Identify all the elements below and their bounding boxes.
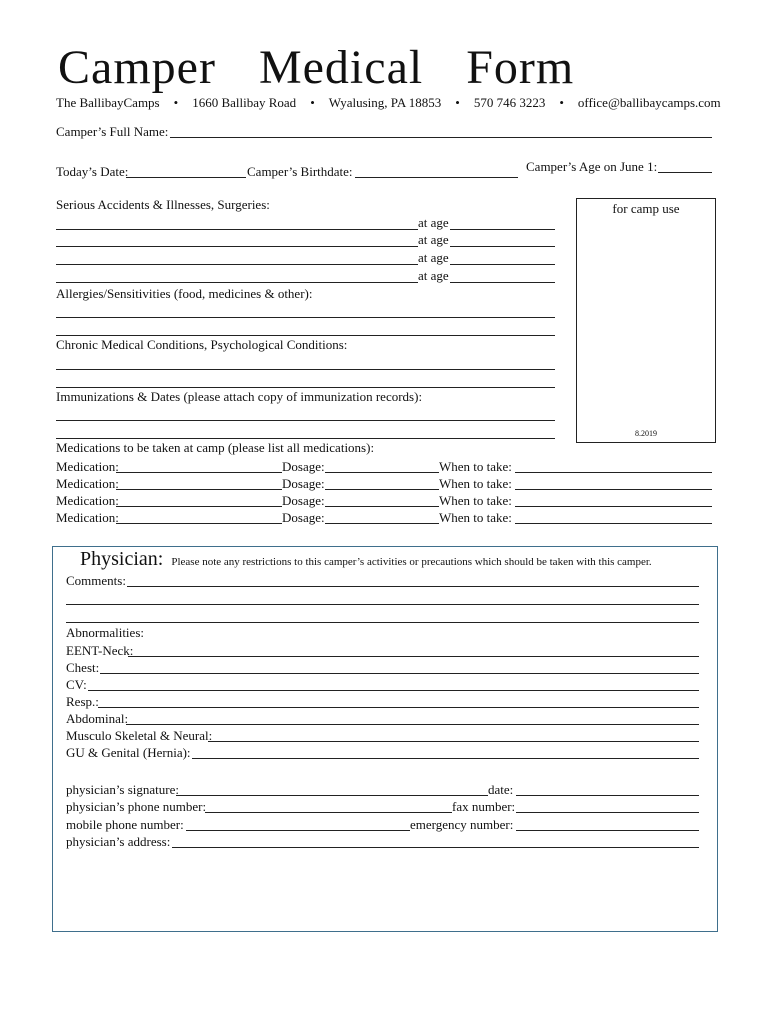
dosage-field[interactable] <box>325 489 439 490</box>
physician-title: Physician: <box>80 548 164 570</box>
colon: : <box>370 440 375 455</box>
serious-accidents-label: Serious Accidents & Illnesses, Surgeries: <box>56 197 270 212</box>
accident-age-field[interactable] <box>450 246 555 247</box>
eent-field[interactable] <box>128 656 699 657</box>
when-field[interactable] <box>515 523 712 524</box>
dosage-field[interactable] <box>325 506 439 507</box>
camp-contact-line <box>56 95 721 111</box>
accident-field[interactable] <box>56 246 418 247</box>
allergies-heading <box>56 286 312 302</box>
accident-age-field[interactable] <box>450 229 555 230</box>
physician-phone-label: physician’s phone number: <box>66 799 207 814</box>
dosage-label: Dosage: <box>282 493 325 508</box>
when-label: When to take: <box>439 476 512 491</box>
page-title: Camper Medical Form <box>58 41 575 94</box>
immunizations-label: Immunizations & Dates <box>56 389 181 404</box>
birthdate-label: Camper’s Birthdate: <box>247 164 353 179</box>
dosage-label: Dosage: <box>282 510 325 525</box>
at-age-label: at age <box>418 268 449 283</box>
immunizations-note: (please attach copy of immunization records) <box>183 389 419 404</box>
immunizations-field[interactable] <box>56 438 555 439</box>
cv-label: CV: <box>66 677 87 692</box>
at-age-label: at age <box>418 215 449 230</box>
immunizations-heading <box>56 389 422 405</box>
chronic-label: Chronic Medical Conditions, Psychological Conditions: <box>56 337 348 352</box>
todays-date-label: Today’s Date: <box>56 164 129 179</box>
allergies-field[interactable] <box>56 335 555 336</box>
musculo-field[interactable] <box>208 741 699 742</box>
accident-age-field[interactable] <box>450 282 555 283</box>
camp-use-box <box>576 198 716 443</box>
eent-label: EENT-Neck: <box>66 643 134 658</box>
bullet: • <box>559 95 564 110</box>
abdominal-label: Abdominal: <box>66 711 129 726</box>
physician-note: Please note any restrictions to this camper’s activities or precautions which should be taken with this camper. <box>171 556 652 568</box>
age-label: Camper’s Age on June 1: <box>526 159 658 174</box>
full-name-label: Camper’s Full Name: <box>56 124 169 139</box>
address-label: physician’s address: <box>66 834 171 849</box>
gu-label: GU & Genital (Hernia): <box>66 745 191 760</box>
resp-label: Resp.: <box>66 694 99 709</box>
abdominal-field[interactable] <box>126 724 699 725</box>
comments-label: Comments: <box>66 573 126 588</box>
fax-field[interactable] <box>516 812 699 813</box>
at-age-label: at age <box>418 250 449 265</box>
signature-field[interactable] <box>176 795 488 796</box>
allergies-field[interactable] <box>56 317 555 318</box>
org-name: The BallibayCamps <box>56 95 160 110</box>
allergies-note: (food, medicines & other) <box>173 286 309 301</box>
dosage-field[interactable] <box>325 472 439 473</box>
when-field[interactable] <box>515 506 712 507</box>
chest-label: Chest: <box>66 660 100 675</box>
comments-field[interactable] <box>127 586 699 587</box>
when-label: When to take: <box>439 459 512 474</box>
medications-label: Medications to be taken at camp <box>56 440 225 455</box>
date-label: date: <box>488 782 514 797</box>
comments-field[interactable] <box>66 604 699 605</box>
cv-field[interactable] <box>88 690 699 691</box>
when-field[interactable] <box>515 489 712 490</box>
accident-field[interactable] <box>56 264 418 265</box>
immunizations-field[interactable] <box>56 420 555 421</box>
bullet: • <box>455 95 460 110</box>
chronic-field[interactable] <box>56 387 555 388</box>
age-field[interactable] <box>658 172 712 173</box>
accident-field[interactable] <box>56 229 418 230</box>
bullet: • <box>310 95 315 110</box>
medication-label: Medication: <box>56 476 119 491</box>
at-age-label: at age <box>418 232 449 247</box>
physician-header <box>80 548 652 571</box>
chest-field[interactable] <box>100 673 699 674</box>
when-field[interactable] <box>515 472 712 473</box>
gu-field[interactable] <box>192 758 699 759</box>
address-field[interactable] <box>172 847 699 848</box>
dosage-field[interactable] <box>325 523 439 524</box>
fax-label: fax number: <box>452 799 516 814</box>
emergency-label: emergency number: <box>410 817 514 832</box>
medication-field[interactable] <box>116 506 282 507</box>
emergency-field[interactable] <box>516 830 699 831</box>
medication-label: Medication: <box>56 493 119 508</box>
chronic-field[interactable] <box>56 369 555 370</box>
date-field[interactable] <box>516 795 699 796</box>
accident-field[interactable] <box>56 282 418 283</box>
resp-field[interactable] <box>98 707 699 708</box>
full-name-field[interactable] <box>170 137 712 138</box>
medication-field[interactable] <box>116 523 282 524</box>
abnormalities-label: Abnormalities: <box>66 625 144 640</box>
signature-label: physician’s signature: <box>66 782 180 797</box>
dosage-label: Dosage: <box>282 476 325 491</box>
camp-use-label: for camp use <box>612 201 680 216</box>
colon: : <box>418 389 423 404</box>
medications-note: (please list all medications) <box>227 440 371 455</box>
when-label: When to take: <box>439 510 512 525</box>
bullet: • <box>173 95 179 110</box>
phone: 570 746 3223 <box>473 95 546 110</box>
comments-field[interactable] <box>66 622 699 623</box>
colon: : <box>308 286 313 301</box>
form-version: 8.2019 <box>635 429 657 438</box>
city: Wyalusing, PA 18853 <box>328 95 442 110</box>
accident-age-field[interactable] <box>450 264 555 265</box>
when-label: When to take: <box>439 493 512 508</box>
birthdate-field[interactable] <box>355 177 518 178</box>
musculo-label: Musculo Skeletal & Neural: <box>66 728 213 743</box>
medication-label: Medication: <box>56 459 119 474</box>
physician-phone-field[interactable] <box>205 812 452 813</box>
medication-field[interactable] <box>116 472 282 473</box>
medication-label: Medication: <box>56 510 119 525</box>
mobile-field[interactable] <box>186 830 410 831</box>
dosage-label: Dosage: <box>282 459 325 474</box>
medications-heading <box>56 440 374 456</box>
todays-date-field[interactable] <box>126 177 246 178</box>
mobile-label: mobile phone number: <box>66 817 184 832</box>
road: 1660 Ballibay Road <box>192 95 297 110</box>
medication-field[interactable] <box>116 489 282 490</box>
allergies-label: Allergies/Sensitivities <box>56 286 171 301</box>
email: office@ballibaycamps.com <box>577 95 721 110</box>
